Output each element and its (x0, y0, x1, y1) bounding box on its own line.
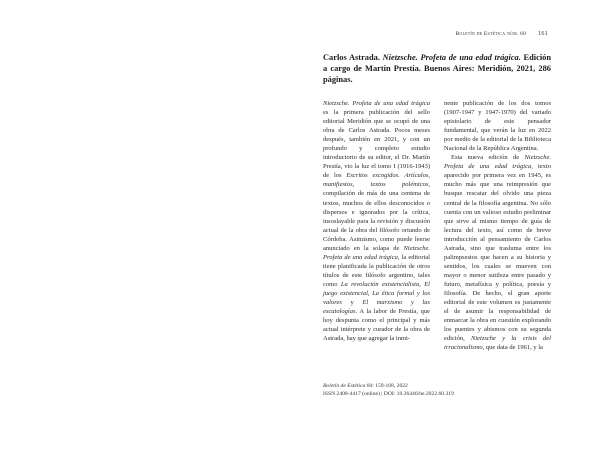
book-title-ref: Nietzsche. Profeta de una edad trágica (444, 154, 551, 171)
running-header (455, 30, 548, 37)
text-run: . A la labor de Prestía, que hoy despunta como el principal y más actual intérprete y curador de la obra de Astrada, hay que agregar la inmi- (323, 308, 430, 343)
text-run: , texto aparecido por primera vez en 1945, es mucho más que una reimpresión que busque rescatar del olvido una pieza central de la filosofía argentina. No sólo cuenta con un valioso estudio preliminar que sirve al mismo tiempo de guía de lectura del texto, así como de breve introducción al pensamiento de Carlos Astrada, sino que trasluma entre los palimpsestos que hacen a su historia y sentidos, los cuales se mueven con mayor o menor sutileza entre pasado y futuro, metafísica y política, poesía y filosofía. De hecho, el gran aporte editorial de este volumen es justamente el de asumir la responsabilidad de enmarcar la obra en cuestión explorando los puentes y abismos con su segunda edición, (444, 163, 551, 343)
text-run: , la editorial tiene planificada la publicación de otros títulos de este filósofo argentino, tales como (323, 253, 430, 288)
page-number: 161 (538, 30, 548, 37)
text-run: , compilación de más de una centena de textos, muchos de ellos desconocidos o dispersos e ignorados por la crítica, insoslayable para la revisión y discusión actual de la obra del filósofo oriundo de Córdoba. Asimismo, como puede leerse anunciado en la solapa de (323, 181, 430, 252)
right-paragraph-1: nente publicación de los dos tomos (1907-1947 y 1947-1970) del variado epistolario de este pensador fundamental, que verán la luz en 2022 por medio de la editorial de la Biblioteca Nacional de la República Argentina. (444, 100, 551, 153)
book-title-ref: Nietzsche y la crisis del irracionalismo (444, 335, 551, 352)
footer-issn-doi: ISSN 2408-4417 (online) | DOI: 10.36446/be.2022.60.319 (323, 391, 454, 397)
text-run: , que data de 1961, y la (482, 344, 543, 352)
book-title-ref: Nietzsche. Profeta de una edad trágica (323, 100, 430, 107)
review-title (323, 52, 551, 86)
footer-citation (323, 382, 553, 390)
left-paragraph (323, 99, 430, 343)
footer-volume: 60: 159-168, 2022 (365, 383, 408, 389)
journal-running-title: Boletín de Estética núm. 60 (455, 31, 527, 37)
review-author: Carlos Astrada. (323, 53, 380, 62)
text-run: es la primera publicación del sello editorial Meridión que se ocupó de una obra de Carlos Astrada. Pocos meses después, también en 2021, y con un profundo y completo estudio introductorio de su editor, el Dr. Martín Prestía, vio la luz el tomo I (1916-1943) de los (323, 109, 430, 180)
book-title-ref: La revolución existencialista, El juego existencial, La ética formal y los valores (323, 280, 430, 307)
book-title-ref: Escritos escogidos. Artículos, manifiestos, textos polémicos (323, 172, 430, 189)
right-paragraph-2 (444, 153, 551, 352)
text-run: Esta nueva edición de (451, 154, 525, 162)
footer-journal-name: Boletín de Estética (323, 383, 366, 389)
review-publication-details: Edición a cargo de Martín Prestía. Buenos Aires: Meridión, 2021, 286 páginas. (323, 53, 551, 85)
book-title-ref: Nietzsche. Profeta de una edad trágica (323, 244, 430, 261)
book-title-ref: El marxismo y las escatologías (323, 299, 431, 316)
right-column (444, 99, 551, 352)
text-run: y (341, 299, 363, 307)
page-footer (323, 382, 553, 398)
left-column (323, 99, 430, 343)
review-book-title: Nietzsche. Profeta de una edad trágica. (382, 53, 521, 62)
